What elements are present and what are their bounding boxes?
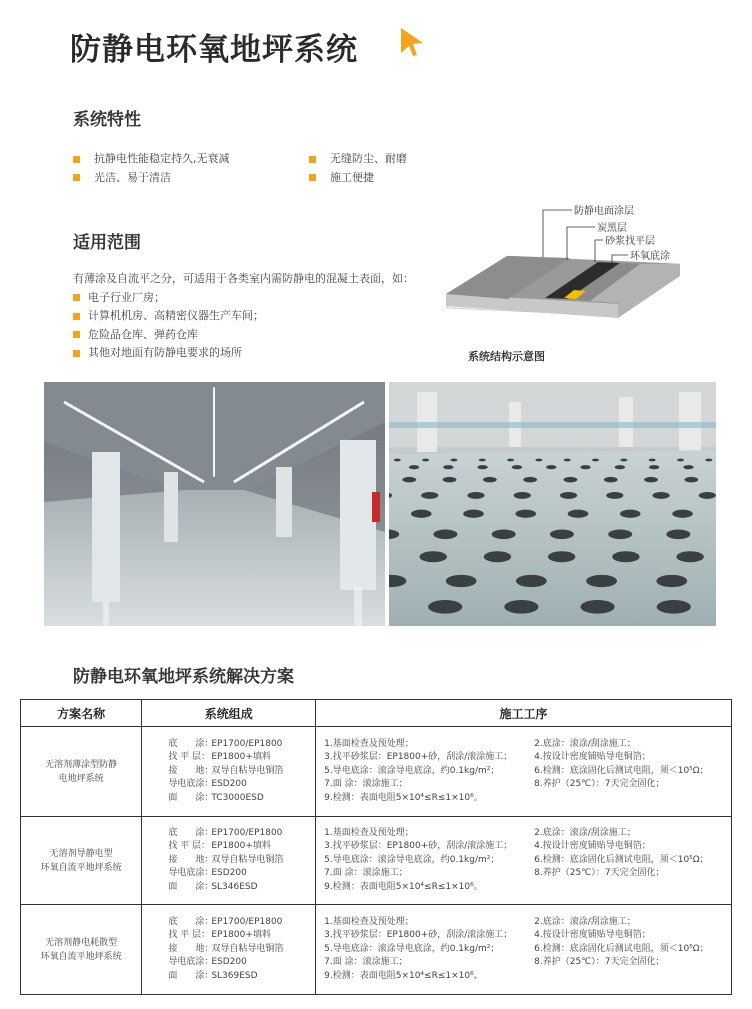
solution-name-line: 无溶剂静电耗散型 — [45, 937, 118, 948]
floor-vent-tile — [512, 465, 522, 469]
floor-vent-tile — [677, 459, 684, 462]
floor-vent-tile — [592, 459, 599, 462]
features-list-left — [73, 150, 313, 187]
solution-name — [21, 727, 142, 817]
step-line — [324, 943, 730, 957]
step-item: 2.底涂：滚涂/刮涂施工； — [534, 738, 636, 749]
floor-vent-tile — [683, 465, 693, 469]
composition-key: 接 地： — [168, 854, 214, 865]
floor-vent-tile — [446, 575, 477, 587]
composition-value: ESD200 — [211, 957, 247, 968]
construction-steps — [316, 905, 732, 995]
photo-perforated-floor — [389, 382, 716, 626]
floor-vent-tile — [411, 510, 432, 518]
composition-value: SL369ESD — [211, 970, 258, 981]
solution-name-line: 环氧自流平地坪系统 — [40, 862, 122, 873]
construction-steps — [316, 817, 732, 905]
scope-heading: 适用范围 — [73, 233, 141, 253]
composition-value: 双导自粘导电铜箔 — [211, 765, 284, 776]
composition-value: EP1700/EP1800 — [211, 827, 283, 838]
step-item: 4.按设计密度铺贴导电铜箔； — [534, 841, 651, 852]
step-item: 1.基面检查及预处理； — [324, 827, 414, 838]
composition-key: 接 地： — [168, 765, 214, 776]
step-line — [324, 778, 730, 792]
bullet-square-icon — [73, 174, 80, 181]
floor-vent-tile — [620, 459, 627, 462]
scope-intro: 有薄涂及自流平之分，可适用于各类室内需防静电的混凝土表面，如： — [73, 272, 414, 285]
composition-item — [168, 827, 314, 841]
composition-key: 找 平 层： — [168, 841, 211, 852]
system-composition — [142, 905, 316, 995]
solution-name — [21, 905, 142, 995]
step-line — [324, 970, 730, 984]
composition-key: 导电底涂： — [168, 779, 214, 790]
composition-item — [168, 765, 314, 779]
composition-value: EP1800+填料 — [211, 841, 271, 852]
step-line — [324, 867, 730, 881]
solutions-table — [20, 699, 732, 995]
scope-list — [73, 270, 433, 363]
composition-key: 导电底涂： — [168, 957, 214, 968]
composition-item — [168, 778, 314, 792]
solution-name — [21, 817, 142, 905]
floor-vent-tile — [514, 492, 531, 499]
features-list-right — [309, 150, 509, 187]
step-line — [324, 956, 730, 970]
floor-vent-tile — [479, 459, 486, 462]
step-item: 4.按设计密度铺贴导电铜箔； — [534, 752, 651, 763]
floor-vent-tile — [507, 459, 514, 462]
floor-vent-tile — [422, 459, 429, 462]
floor-vent-tile — [443, 465, 453, 469]
step-item: 9.检测：表面电阻5×10⁴≤R≤1×10⁶。 — [324, 881, 483, 892]
step-item: 1.基面检查及预处理； — [324, 738, 414, 749]
composition-item — [168, 738, 314, 752]
floor-vent-tile — [428, 600, 462, 614]
step-item: 7.面 涂：滚涂施工； — [324, 957, 408, 968]
feature-item: 光洁、易于清洁 — [73, 169, 313, 188]
step-item: 3.找平砂浆层：EP1800+砂，刮涂/滚涂施工； — [324, 752, 513, 763]
floor-vent-tile — [523, 477, 537, 483]
floor-vent-tile — [705, 459, 712, 462]
composition-value: EP1800+填料 — [211, 930, 271, 941]
floor-vent-tile — [620, 510, 641, 518]
composition-item — [168, 943, 314, 957]
composition-item — [168, 881, 314, 895]
floor-vent-tile — [433, 529, 457, 539]
construction-steps — [316, 727, 732, 817]
composition-value: EP1700/EP1800 — [211, 916, 283, 927]
step-line — [324, 840, 730, 854]
solutions-heading: 防静电环氧地坪系统解决方案 — [73, 667, 294, 687]
composition-value: EP1700/EP1800 — [211, 738, 283, 749]
floor-vent-tile — [409, 465, 419, 469]
floor-vent-tile — [467, 492, 484, 499]
bullet-square-icon — [73, 350, 80, 357]
composition-key: 底 涂： — [168, 827, 214, 838]
step-item: 8.养护（25℃）：7天完全固化； — [534, 957, 665, 968]
floor-vent-tile — [657, 600, 691, 614]
composition-item — [168, 751, 314, 765]
step-item: 9.检测：表面电阻5×10⁴≤R≤1×10⁶。 — [324, 970, 483, 981]
floor-vent-tile — [676, 551, 703, 562]
step-item: 1.基面检查及预处理； — [324, 916, 414, 927]
step-line — [324, 854, 730, 868]
step-line — [324, 929, 730, 943]
diagram-label: 砂浆找平层 — [605, 236, 655, 247]
step-item: 3.找平砂浆层：EP1800+砂，刮涂/滚涂施工； — [324, 930, 513, 941]
page-title: 防静电环氧地坪系统 — [70, 32, 358, 68]
bullet-square-icon — [73, 156, 80, 163]
floor-vent-tile — [580, 465, 590, 469]
feature-item: 施工便捷 — [309, 169, 509, 188]
step-item: 9.检测：表面电阻5×10⁴≤R≤1×10⁶。 — [324, 792, 483, 803]
step-item: 6.检测：底涂固化后测试电阻，须＜10⁵Ω； — [534, 765, 709, 776]
step-line — [324, 765, 730, 779]
system-composition — [142, 727, 316, 817]
scope-item: 计算机机房、高精密仪器生产车间； — [73, 307, 433, 326]
floor-vent-tile — [568, 510, 589, 518]
solution-name-line: 环氧自流平地坪系统 — [40, 951, 122, 962]
floor-vent-tile — [477, 465, 487, 469]
table-row — [21, 905, 732, 995]
floor-vent-tile — [606, 492, 623, 499]
composition-value: SL346ESD — [211, 881, 258, 892]
step-item: 8.养护（25℃）：7天完全固化； — [534, 779, 665, 790]
solution-name-line: 无溶剂薄涂型防静 — [45, 759, 118, 770]
floor-vent-tile — [463, 510, 484, 518]
step-line — [324, 916, 730, 930]
features-heading: 系统特性 — [73, 110, 141, 130]
diagram-label: 炭黑层 — [597, 223, 627, 234]
floor-vent-tile — [666, 529, 690, 539]
floor-vent-tile — [672, 510, 693, 518]
floor-vent-tile — [652, 492, 669, 499]
composition-key: 底 涂： — [168, 916, 214, 927]
step-line — [324, 827, 730, 841]
photo-cleanroom-floor — [44, 382, 385, 626]
composition-key: 接 地： — [168, 943, 214, 954]
floor-vent-tile — [550, 529, 574, 539]
floor-vent-tile — [615, 465, 625, 469]
composition-key: 面 涂： — [168, 970, 214, 981]
composition-item — [168, 929, 314, 943]
column-header: 系统组成 — [142, 700, 316, 727]
floor-vent-tile — [402, 477, 416, 483]
floor-vent-tile — [516, 575, 547, 587]
floor-vent-tile — [656, 575, 687, 587]
composition-item — [168, 916, 314, 930]
step-item: 5.导电底涂：滚涂导电底涂，约0.1kg/m²； — [324, 854, 500, 865]
floor-vent-tile — [394, 459, 401, 462]
step-item: 6.检测：底涂固化后测试电阻，须＜10⁵Ω； — [534, 943, 709, 954]
step-line — [324, 751, 730, 765]
floor-vent-tile — [443, 477, 457, 483]
table-row — [21, 727, 732, 817]
feature-item: 无缝防尘、耐磨 — [309, 150, 509, 169]
column-header: 施工工序 — [316, 700, 732, 727]
floor-vent-tile — [492, 529, 516, 539]
composition-value: 双导自粘导电铜箔 — [211, 943, 284, 954]
diagram-label: 防静电面涂层 — [574, 206, 634, 217]
step-item: 8.养护（25℃）：7天完全固化； — [534, 868, 665, 879]
floor-vent-tile — [564, 477, 578, 483]
composition-item — [168, 970, 314, 984]
floor-vent-tile — [483, 477, 497, 483]
floor-vent-tile — [484, 551, 511, 562]
arrow-cursor-icon — [398, 26, 426, 58]
floor-vent-tile — [699, 492, 716, 499]
scope-item: 危险品仓库、弹药仓库 — [73, 326, 433, 345]
composition-item — [168, 854, 314, 868]
step-item: 6.检测：底涂固化后测试电阻，须＜10⁵Ω； — [534, 854, 709, 865]
step-item: 7.面 涂：滚涂施工； — [324, 779, 408, 790]
step-line — [324, 792, 730, 806]
step-line — [324, 738, 730, 752]
bullet-square-icon — [73, 313, 80, 320]
floor-vent-tile — [608, 529, 632, 539]
composition-key: 找 平 层： — [168, 752, 211, 763]
floor-vent-tile — [604, 477, 618, 483]
composition-key: 导电底涂： — [168, 868, 214, 879]
table-row — [21, 817, 732, 905]
step-item: 2.底涂：滚涂/刮涂施工； — [534, 827, 636, 838]
bullet-square-icon — [309, 156, 316, 163]
floor-vent-tile — [684, 477, 698, 483]
composition-value: ESD200 — [211, 779, 247, 790]
floor-vent-tile — [515, 510, 536, 518]
floor-vent-tile — [649, 459, 656, 462]
floor-vent-tile — [535, 459, 542, 462]
composition-item — [168, 867, 314, 881]
floor-vent-tile — [450, 459, 457, 462]
step-item: 2.底涂：滚涂/刮涂施工； — [534, 916, 636, 927]
solution-name-line: 电地坪系统 — [58, 773, 104, 784]
floor-vent-tile — [560, 492, 577, 499]
table-header-row — [21, 700, 732, 727]
composition-item — [168, 792, 314, 806]
scope-item: 其他对地面有防静电要求的场所 — [73, 344, 433, 363]
floor-vent-tile — [644, 477, 658, 483]
diagram-label: 环氧底涂 — [630, 251, 670, 262]
floor-vent-tile — [612, 551, 639, 562]
composition-item — [168, 956, 314, 970]
floor-structure-diagram — [440, 200, 700, 340]
floor-vent-tile — [586, 575, 617, 587]
feature-item: 抗静电性能稳定持久,无衰减 — [73, 150, 313, 169]
floor-vent-tile — [420, 551, 447, 562]
bullet-square-icon — [73, 331, 80, 338]
scope-item: 电子行业厂房； — [73, 289, 433, 308]
composition-key: 面 涂： — [168, 792, 214, 803]
composition-value: 双导自粘导电铜箔 — [211, 854, 284, 865]
floor-vent-tile — [421, 492, 438, 499]
step-line — [324, 881, 730, 895]
system-composition — [142, 817, 316, 905]
diagram-caption: 系统结构示意图 — [468, 350, 545, 363]
floor-vent-tile — [649, 465, 659, 469]
composition-value: ESD200 — [211, 868, 247, 879]
floor-vent-tile — [548, 551, 575, 562]
composition-value: EP1800+填料 — [211, 752, 271, 763]
column-header: 方案名称 — [21, 700, 142, 727]
composition-key: 找 平 层： — [168, 930, 211, 941]
bullet-square-icon — [73, 294, 80, 301]
step-item: 4.按设计密度铺贴导电铜箔； — [534, 930, 651, 941]
floor-vent-tile — [546, 465, 556, 469]
composition-key: 面 涂： — [168, 881, 214, 892]
floor-vent-tile — [504, 600, 538, 614]
solution-name-line: 无溶剂导静电型 — [49, 848, 113, 859]
step-item: 5.导电底涂：滚涂导电底涂，约0.1kg/m²； — [324, 765, 500, 776]
step-item: 3.找平砂浆层：EP1800+砂，刮涂/滚涂施工； — [324, 841, 513, 852]
bullet-square-icon — [309, 174, 316, 181]
step-item: 5.导电底涂：滚涂导电底涂，约0.1kg/m²； — [324, 943, 500, 954]
floor-vent-tile — [564, 459, 571, 462]
composition-value: TC3000ESD — [211, 792, 264, 803]
floor-vent-tile — [580, 600, 614, 614]
composition-key: 底 涂： — [168, 738, 214, 749]
step-item: 7.面 涂：滚涂施工； — [324, 868, 408, 879]
composition-item — [168, 840, 314, 854]
